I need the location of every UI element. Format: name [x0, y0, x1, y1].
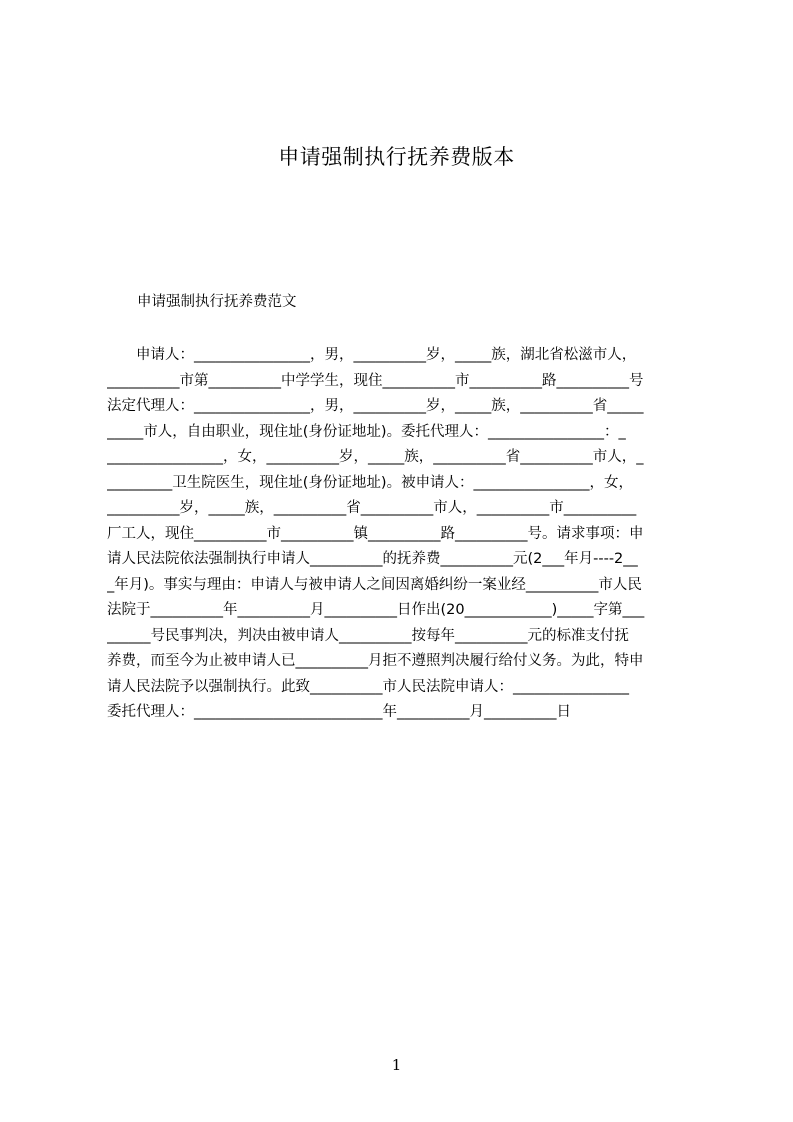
- body-line: 法定代理人：________________，男，__________岁，_____族，__________省_____: [107, 398, 644, 414]
- body-line: 厂工人，现住__________市__________镇__________路__________号。请求事项：申: [107, 525, 644, 542]
- body-line: ________________，女，__________岁，_____族，__________省__________市人，_: [107, 449, 644, 465]
- document-subtitle: 申请强制执行抚养费范文: [137, 294, 297, 310]
- body-line: 请人民法院依法强制执行申请人__________的抚养费__________元(2___年月----2__: [107, 551, 638, 567]
- body-line: 请人民法院予以强制执行。此致__________市人民法院申请人：________________: [107, 678, 629, 695]
- body-line: 申请人：________________，男，__________岁，_____族，湖北省松滋市人，: [107, 347, 637, 363]
- body-line: ______号民事判决，判决由被申请人__________按每年__________元的标准支付抚: [107, 627, 629, 644]
- body-line: 养费，而至今为止被申请人已__________月拒不遵照判决履行给付义务。为此，特申: [107, 653, 644, 669]
- page-number: 1: [391, 1056, 402, 1074]
- page-title: 申请强制执行抚养费版本: [278, 145, 515, 169]
- body-line: __________市第__________中学学生，现住__________市__________路__________号: [107, 372, 644, 389]
- body-line: __________岁，_____族，__________省__________市人，__________市__________: [107, 500, 637, 516]
- body-line: _________卫生院医生，现住址(身份证地址)。被申请人：________________，女，: [107, 474, 634, 491]
- body-line: _____市人，自由职业，现住址(身份证地址)。委托代理人：________________：_: [107, 423, 626, 440]
- body-line: _年月)。事实与理由：申请人与被申请人之间因离婚纠纷一案业经__________市人民: [107, 576, 642, 593]
- body-line: 委托代理人：__________________________年__________月__________日: [107, 704, 571, 720]
- document-body: [107, 343, 699, 726]
- body-line: 法院于__________年__________月__________日作出(20____________)_____字第___: [107, 602, 645, 618]
